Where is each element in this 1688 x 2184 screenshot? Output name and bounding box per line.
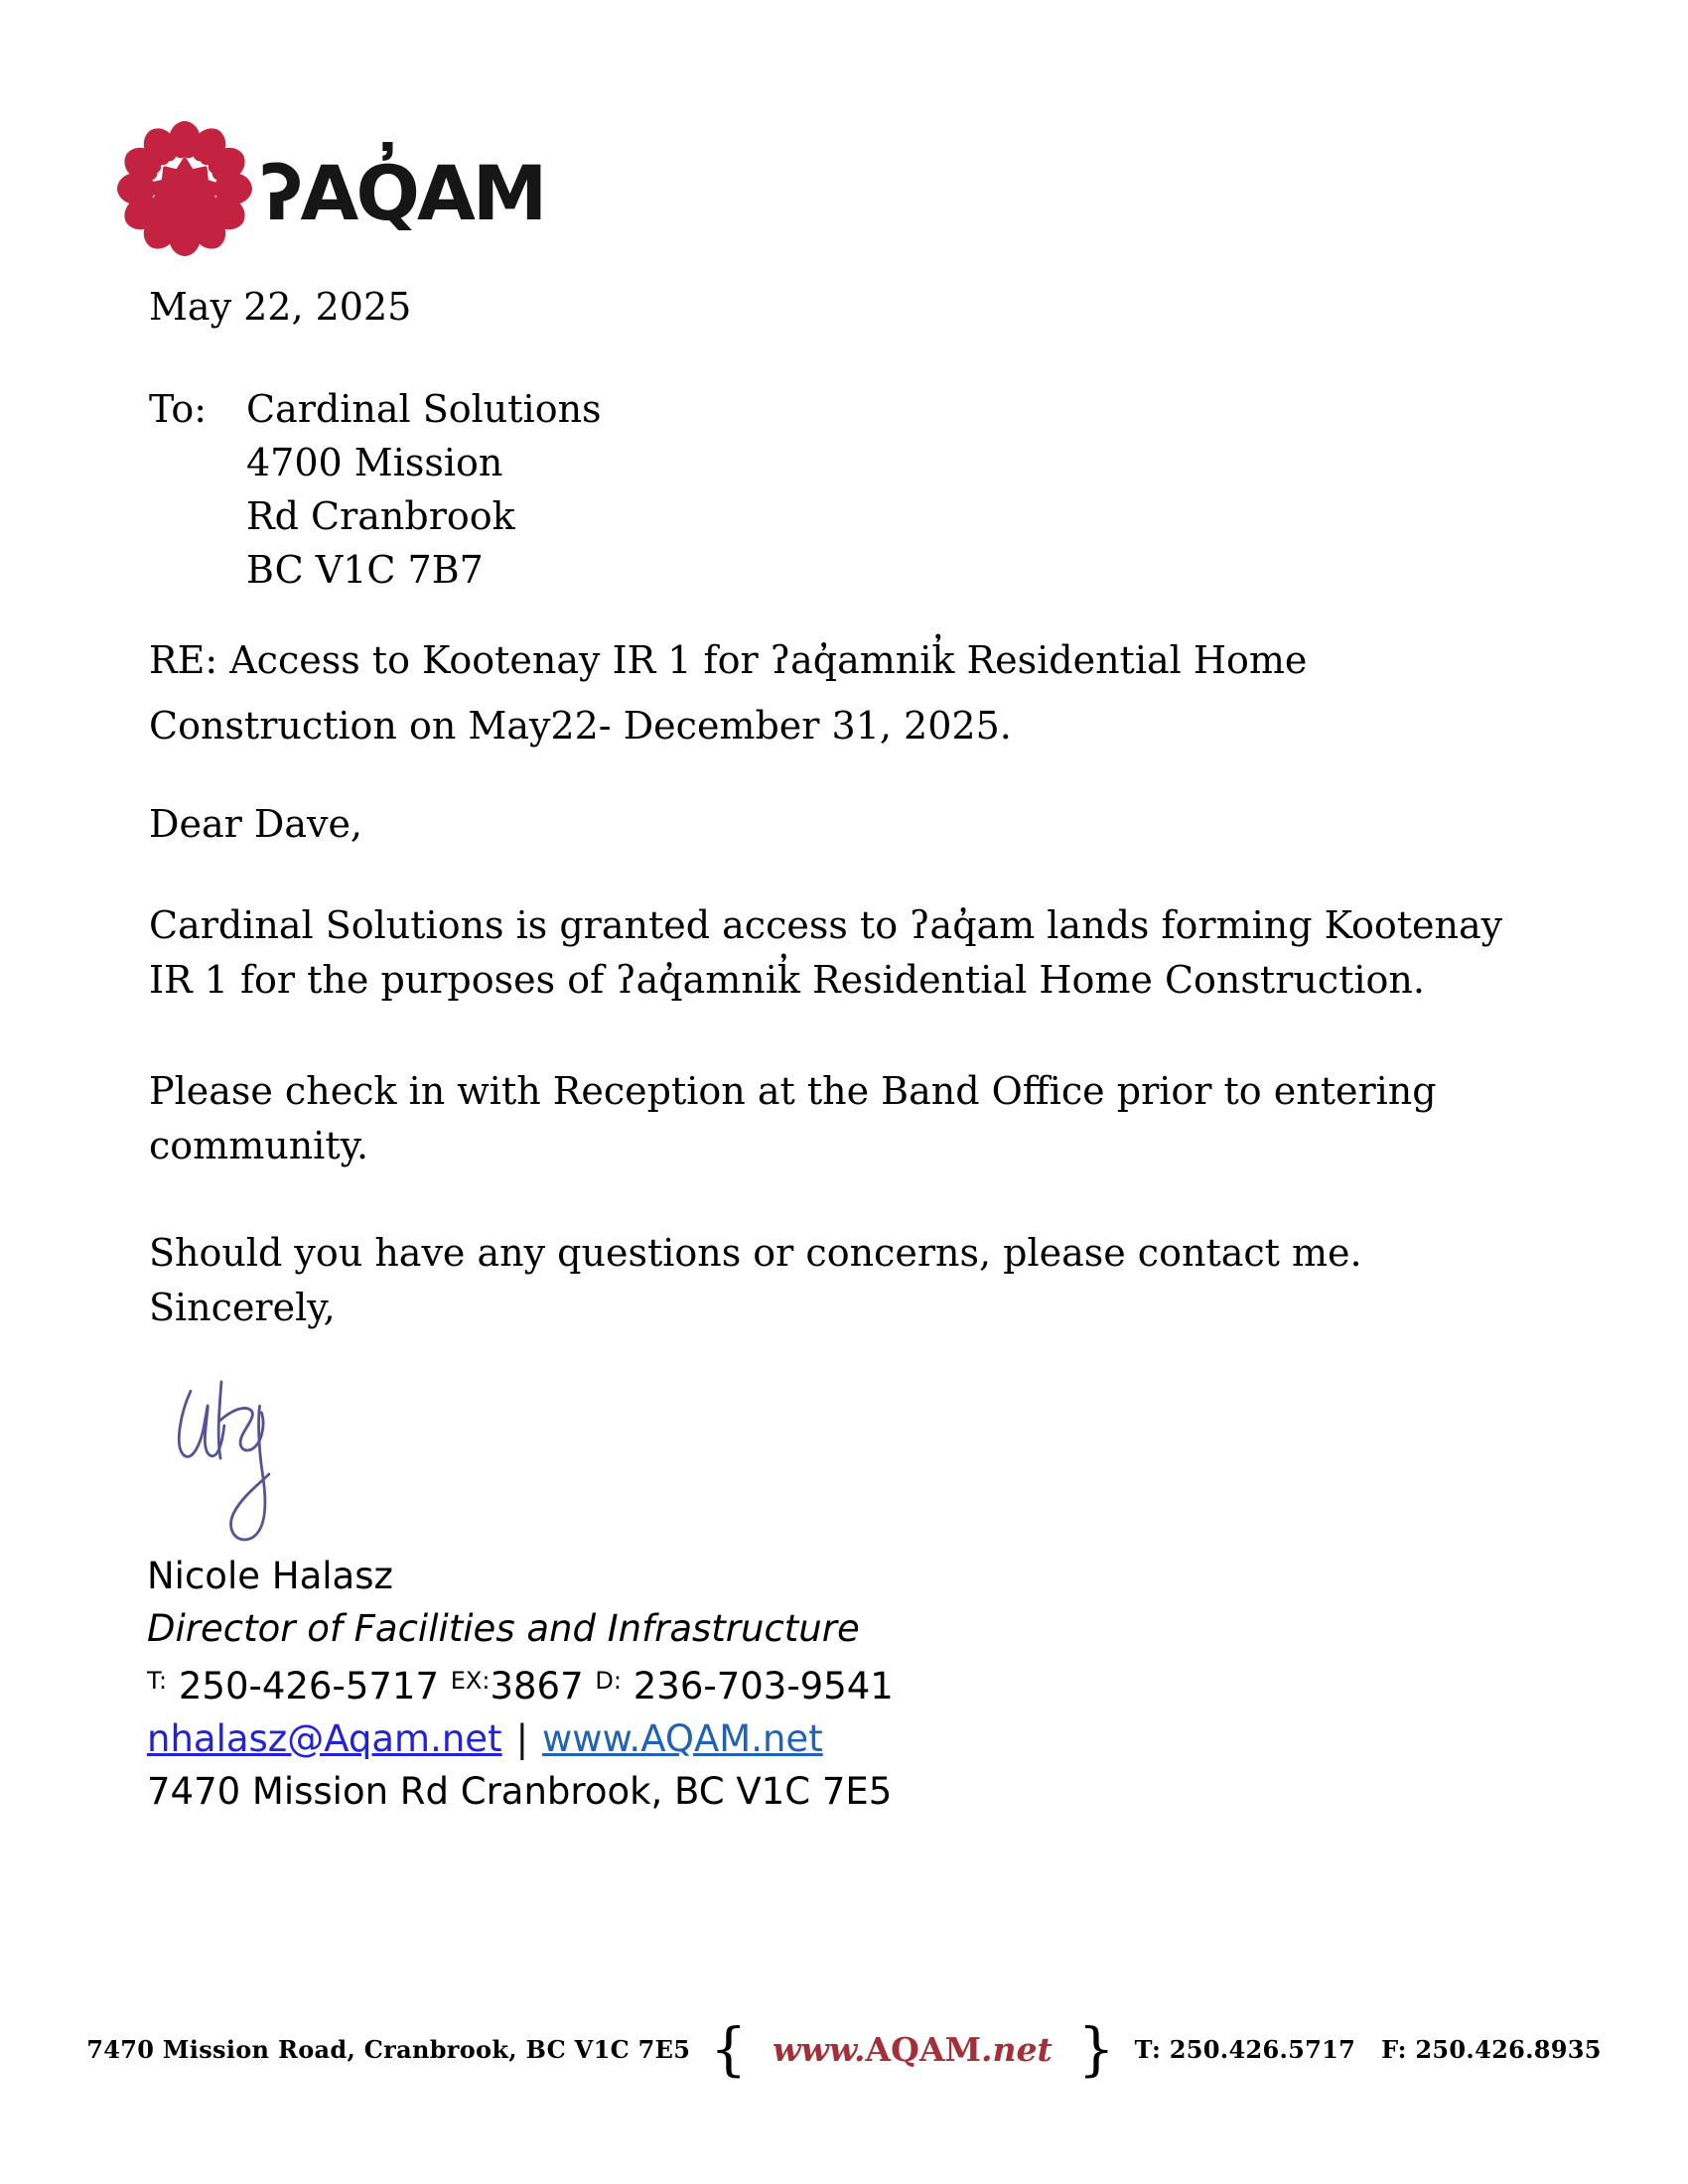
recipient-name: Cardinal Solutions xyxy=(246,387,602,431)
footer-tel-value: 250.426.5717 xyxy=(1169,2034,1356,2064)
recipient-block xyxy=(149,382,602,597)
footer-website xyxy=(767,2030,1058,2069)
signer-address: 7470 Mission Rd Cranbrook, BC V1C 7E5 xyxy=(147,1770,893,1813)
re-subject xyxy=(149,627,1307,758)
signature-image xyxy=(134,1365,308,1552)
footer-fax-label: F: xyxy=(1381,2034,1407,2064)
aqam-flower-logo-icon xyxy=(111,115,258,262)
paragraph-line: community. xyxy=(149,1124,369,1167)
paragraph-closing xyxy=(149,1226,1362,1335)
footer-tel xyxy=(1135,2035,1355,2064)
footer-website-name: AQAM xyxy=(865,2029,982,2069)
paragraph-line: Sincerely, xyxy=(149,1286,336,1329)
paragraph-check-in xyxy=(149,1064,1437,1173)
footer-fax-value: 250.426.8935 xyxy=(1415,2034,1602,2064)
to-label: To: xyxy=(149,387,208,431)
footer-fax xyxy=(1381,2035,1602,2064)
recipient-address-line: 4700 Mission xyxy=(246,441,503,484)
paragraph-line: Please check in with Reception at the Band Office prior to entering xyxy=(149,1069,1437,1113)
signer-title: Director of Facilities and Infrastructure xyxy=(147,1607,860,1650)
re-subject-line: RE: Access to Kootenay IR 1 for ʔaq̓amnik̓ Residential Home xyxy=(149,638,1308,682)
signer-links-line xyxy=(147,1712,894,1765)
direct-value: 236-703-9541 xyxy=(633,1665,894,1707)
phone-value: 250-426-5717 xyxy=(178,1665,439,1707)
recipient-address-line: Rd Cranbrook xyxy=(246,494,515,538)
footer-website-tld: .net xyxy=(981,2029,1053,2069)
right-brace-decoration: } xyxy=(1077,2015,1115,2083)
footer-tel-label: T: xyxy=(1134,2034,1162,2064)
website-link[interactable]: www.AQAM.net xyxy=(542,1717,823,1760)
direct-label: D: xyxy=(595,1667,622,1695)
phone-label: T: xyxy=(147,1667,168,1695)
left-brace-decoration: { xyxy=(710,2015,748,2083)
extension-label: EX: xyxy=(450,1667,491,1695)
letter-date: May 22, 2025 xyxy=(149,285,412,329)
footer-phones xyxy=(1135,2035,1602,2064)
signer-name: Nicole Halasz xyxy=(147,1555,393,1597)
recipient-address-line: BC V1C 7B7 xyxy=(246,548,484,592)
paragraph-line: Should you have any questions or concerns, please contact me. xyxy=(149,1231,1362,1275)
salutation: Dear Dave, xyxy=(149,802,363,846)
paragraph-line: IR 1 for the purposes of ʔaq̓amnik̓ Residential Home Construction. xyxy=(149,958,1425,1002)
paragraph-line: Cardinal Solutions is granted access to ʔaq̓am lands forming Kootenay xyxy=(149,903,1503,947)
brand-title: ʔAQ̓AM xyxy=(260,149,545,237)
signature-block xyxy=(147,1550,894,1818)
footer-website-www: www. xyxy=(773,2029,866,2069)
extension-value: 3867 xyxy=(490,1665,584,1707)
footer-address: 7470 Mission Road, Cranbrook, BC V1C 7E5 xyxy=(86,2034,691,2064)
re-subject-line: Construction on May22- December 31, 2025. xyxy=(149,704,1012,748)
email-link[interactable]: nhalasz@Aqam.net xyxy=(147,1717,502,1760)
paragraph-access-granted xyxy=(149,898,1502,1008)
signer-phone-line xyxy=(147,1655,894,1712)
page-footer xyxy=(0,2015,1688,2083)
link-separator: | xyxy=(515,1717,529,1760)
